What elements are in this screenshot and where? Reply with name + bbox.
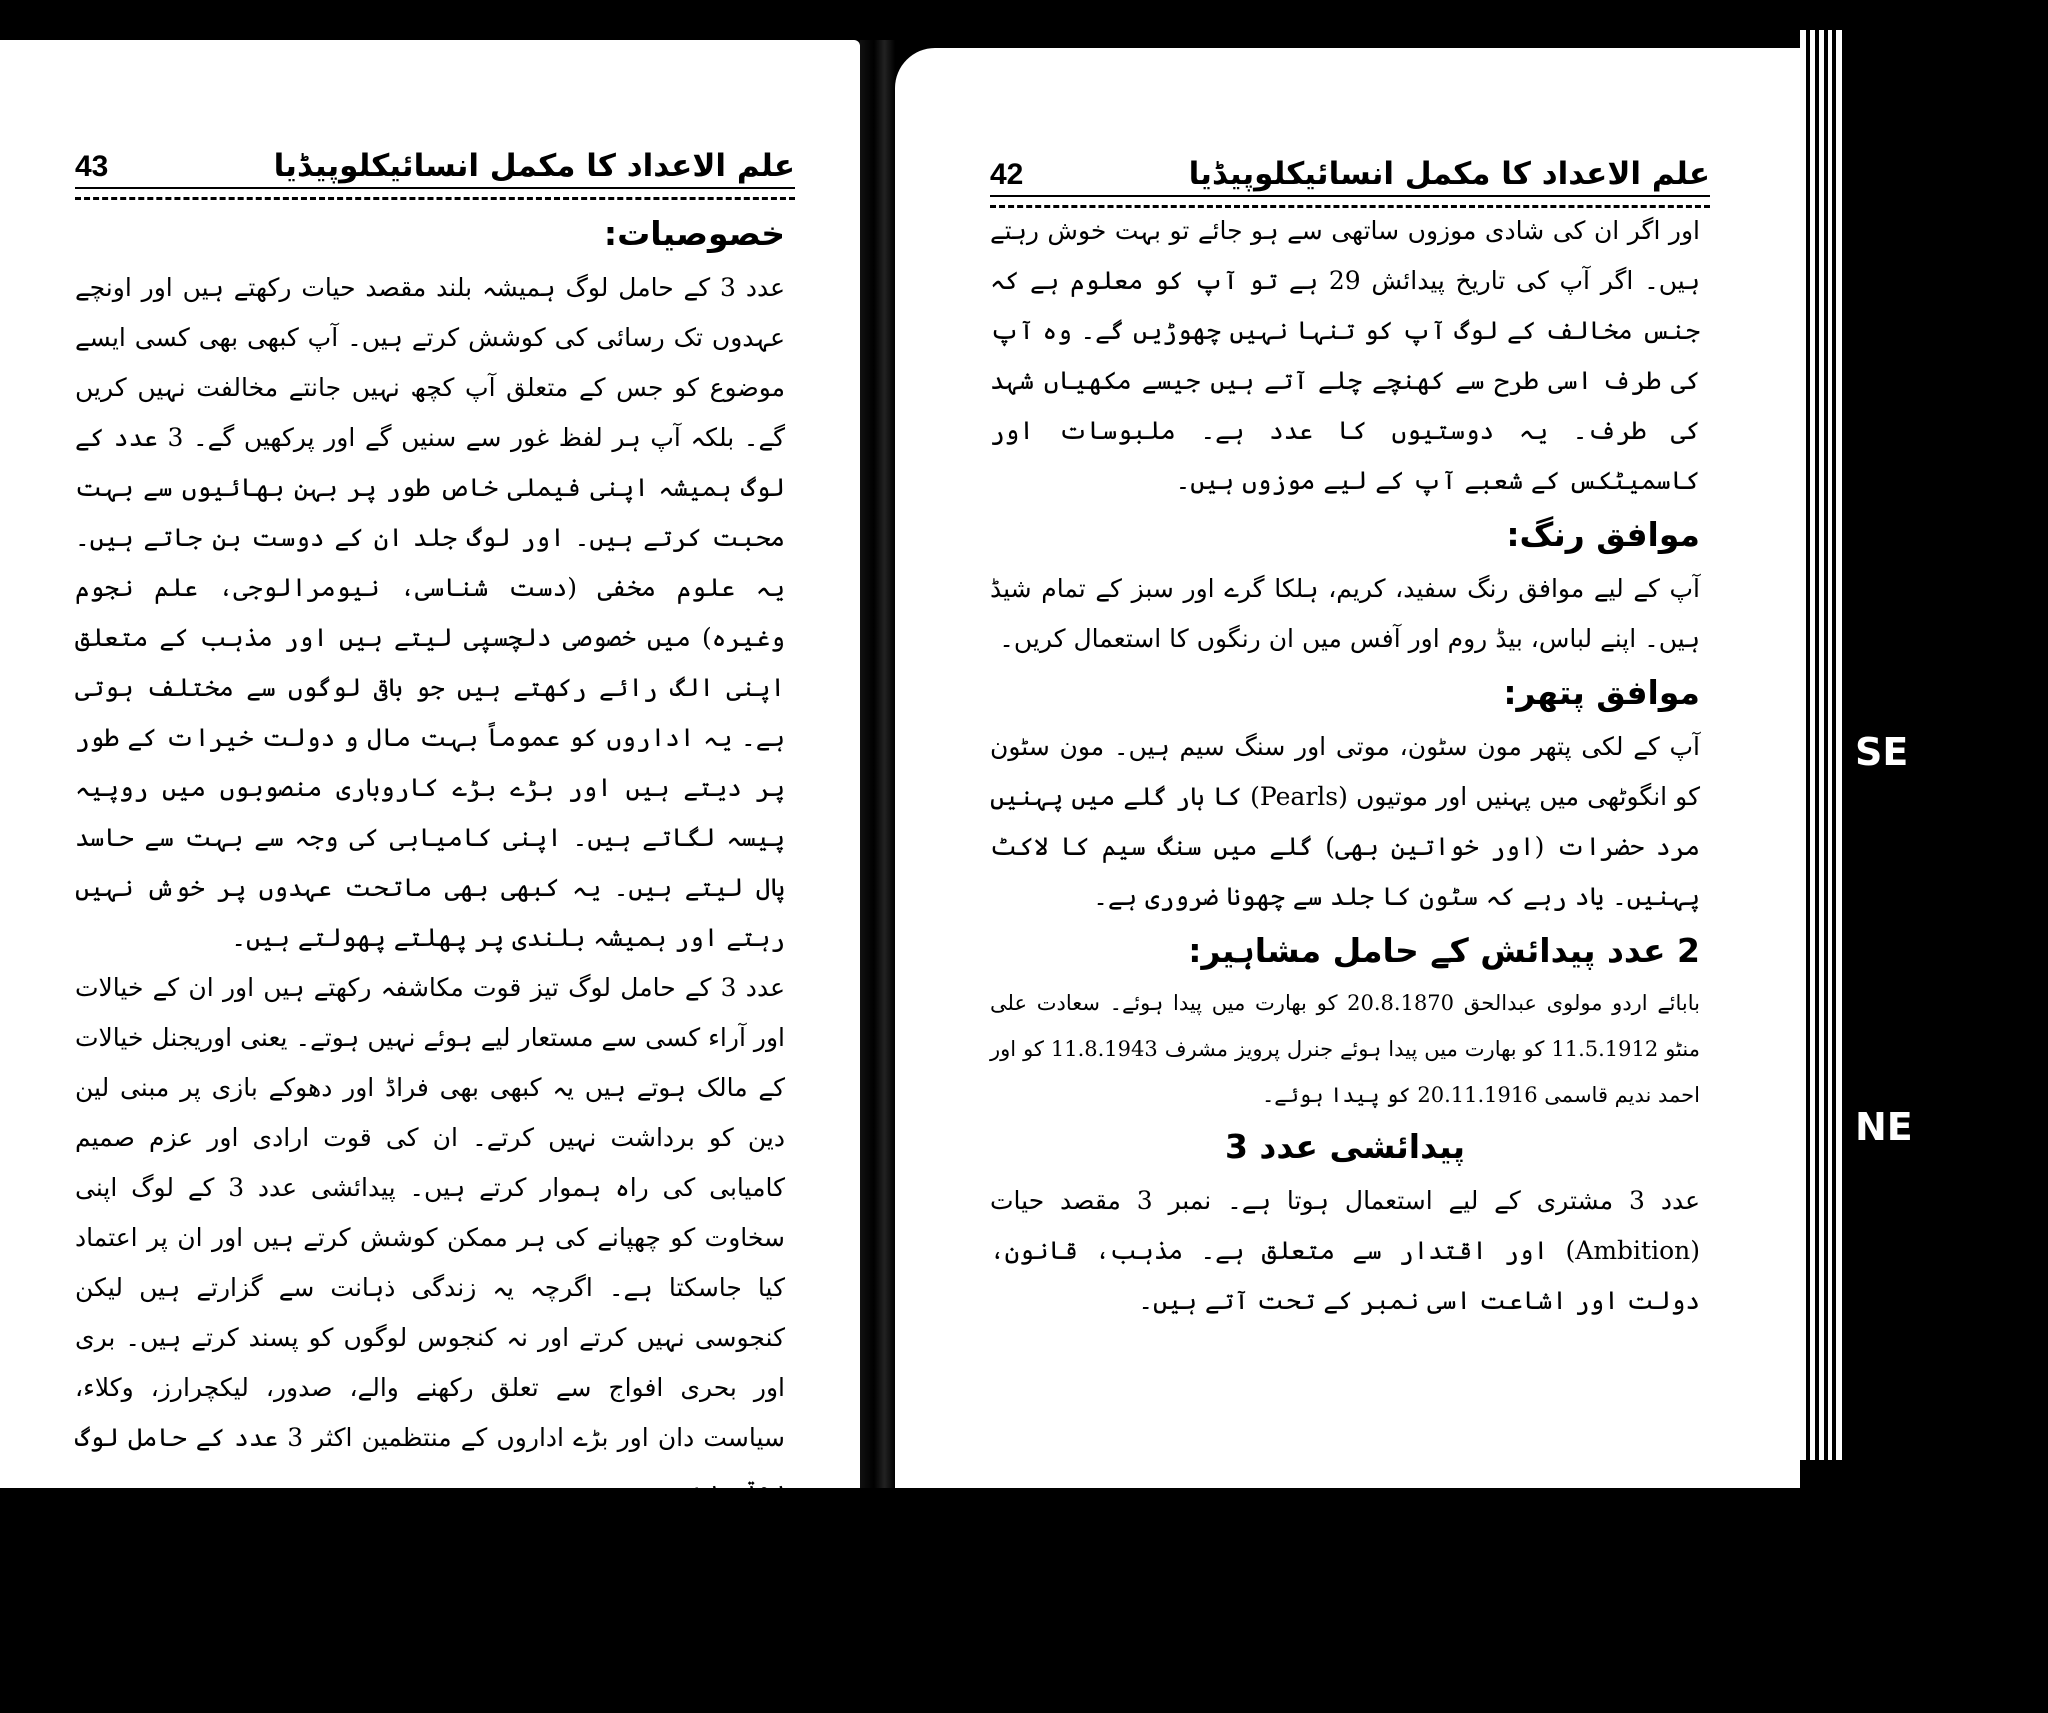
section-heading: خصوصیات: [603,214,785,253]
paragraph: بابائے اردو مولوی عبدالحق 20.8.1870 کو بھارت میں پیدا ہوئے۔ سعادت علی منٹو 11.5.1912 کو بھارت میں پیدا ہوئے جنرل پرویز مشرف 11.8.1943 کو اور احمد ندیم قاسمی 20.11.1916 کو پیدا ہوئے۔ [990,991,1700,1107]
paragraph: 12 تاریخ کو پیدا ہونے والے لوگ 3 نمبر گروپ میں بدقسمت گردانے جاتے ہیں۔ ان لوگوں کو دوسرے لوگ اپنے مفاد کے لیے استعمال کرتے ہیں۔ قطع نظر اس کے کہ وہ کتنا کماتے ہیں ان کو ہمیشہ کسی نہ کسی مالی امداد کے طالب [75,1523,786,1702]
running-head [990,152,1710,208]
book-gutter [860,40,895,1488]
section-heading-stones: موافق پتھر: [1503,673,1700,712]
page-43 [0,40,860,1702]
page-edges [1800,30,1850,1460]
running-head [75,144,795,200]
paragraph: عدد 3 کے حامل لوگ تیز قوت مکاشفہ رکھتے ہیں اور ان کے خیالات اور آراء کسی سے مستعار لیے ہوئے نہیں ہوتے۔ یعنی اوریجنل خیالات کے مالک ہوتے ہیں یہ کبھی بھی فراڈ اور دھوکے بازی پر مبنی لین دین کو برداشت نہیں کرتے۔ ان کی قوت ارادی اور عزم صمیم کامیابی کی راہ ہموار کرتے ہیں۔ پیدائشی عدد 3 کے لوگ اپنی سخاوت کو چھپانے کی ہر ممکن کوشش کرتے ہیں اور ان پر اعتماد کیا جاسکتا ہے۔ اگرچہ یہ زندگی ذہانت سے گزارتے ہیں لیکن کنجوسی نہیں کرتے اور نہ کنجوس لوگوں کو پسند کرتے ہیں۔ بری اور بحری افواج سے تعلق رکھنے والے، صدور، لیکچرارز، وکلاء، سیاست دان اور بڑے اداروں کے منتظمین اکثر 3 عدد کے حامل لوگ ہوتے ہیں۔ [75,973,785,1502]
paragraph: اور اگر ان کی شادی موزوں ساتھی سے ہو جائے تو بہت خوش رہتے ہیں۔ اگر آپ کی تاریخ پیدائش 29 ہے تو آپ کو معلوم ہے کہ جنس مخالف کے لوگ آپ کو تنہا نہیں چھوڑیں گے۔ وہ آپ کی طرف اسی طرح سے کھنچے چلے آتے ہیں جیسے مکھیاں شہد کی طرف۔ یہ دوستیوں کا عدد ہے۔ ملبوسات اور کاسمیٹکس کے شعبے آپ کے لیے موزوں ہیں۔ [990,216,1700,495]
edge-fragment: NE [1855,1105,1913,1149]
paragraph: عدد 3 مشتری کے لیے استعمال ہوتا ہے۔ نمبر 3 مقصد حیات (Ambition) اور اقتدار سے متعلق ہے۔ مذہب، قانون، دولت اور اشاعت اسی نمبر کے تحت آتے ہیں۔ [990,1186,1700,1315]
page-42-body [990,206,1700,1326]
paragraph: آپ کے لکی پتھر مون سٹون، موتی اور سنگ سیم ہیں۔ مون سٹون کو انگوٹھی میں پہنیں اور موتیوں (Pearls) کا ہار گلے میں پہنیں مرد حضرات (اور خواتین بھی) گلے میں سنگ سیم کا لاکٹ پہنیں۔ یاد رہے کہ سٹون کا جلد سے چھونا ضروری ہے۔ [990,732,1701,911]
header-rule [75,187,795,200]
section-heading-famous: 2 عدد پیدائش کے حامل مشاہیر: [1188,931,1700,970]
paragraph: آپ کے لیے موافق رنگ سفید، کریم، ہلکا گرے اور سبز کے تمام شیڈ ہیں۔ اپنے لباس، بیڈ روم اور آفس میں ان رنگوں کا استعمال کریں۔ [990,574,1700,653]
page-43-body [75,205,785,1713]
paragraph: عدد 3 کے حامل لوگ ہمیشہ بلند مقصد حیات رکھتے ہیں اور اونچے عہدوں تک رسائی کی کوشش کرتے ہیں۔ آپ کبھی بھی کسی ایسے موضوع کو جس کے متعلق آپ کچھ نہیں جانتے مخالفت نہیں کریں گے۔ بلکہ آپ ہر لفظ غور سے سنیں گے اور پرکھیں گے۔ 3 عدد کے لوگ ہمیشہ اپنی فیملی خاص طور پر بہن بھائیوں سے بہت محبت کرتے ہیں۔ اور لوگ جلد ان کے دوست بن جاتے ہیں۔ یہ علوم مخفی (دست شناسی، نیومرالوجی، علم نجوم وغیرہ) میں خصوصی دلچسپی لیتے ہیں اور مذہب کے متعلق اپنی الگ رائے رکھتے ہیں جو باقی لوگوں سے مختلف ہوتی ہے۔ یہ اداروں کو عموماً بہت مال و دولت خیرات کے طور پر دیتے ہیں اور بڑے بڑے کاروباری منصوبوں میں روپیہ پیسہ لگاتے ہیں۔ اپنی کامیابی کی وجہ سے بہت سے حاسد پال لیتے ہیں۔ یہ کبھی بھی ماتحت عہدوں پر خوش نہیں رہتے اور ہمیشہ بلندی پر پھلتے پھولتے ہیں۔ [75,273,786,952]
edge-fragment: SE [1855,730,1909,774]
page-42 [895,48,1800,1488]
section-heading-colors: موافق رنگ: [1506,515,1700,554]
book-title: علم الاعداد کا مکمل انسائیکلوپیڈیا [1188,156,1710,192]
book-title: علم الاعداد کا مکمل انسائیکلوپیڈیا [273,148,795,184]
page-number: 42 [990,158,1024,191]
section-heading-birth3: پیدائشی عدد 3 [1224,1127,1466,1166]
page-number: 43 [75,150,109,183]
